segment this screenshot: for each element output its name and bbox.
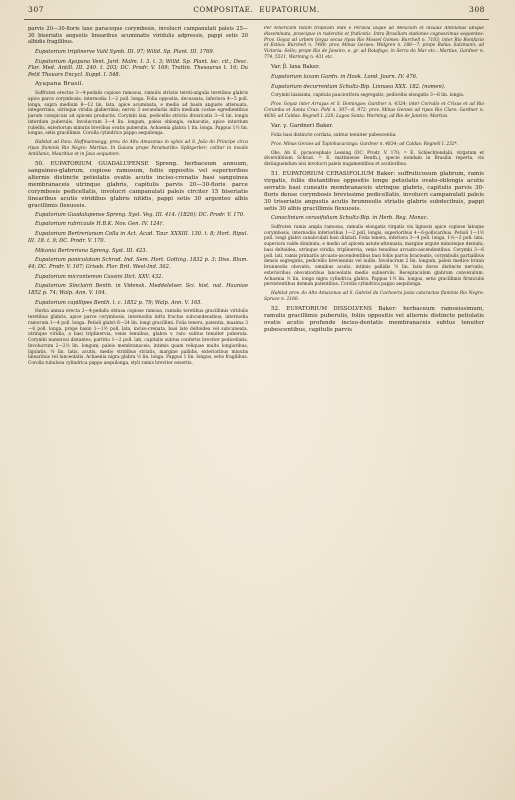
- synonym: Eupatorium rubricaule H.B.K. Nov. Gen. IV. 124†.: [35, 221, 164, 228]
- synonym: Eupatorium Ayapana Vent. Jard. Malm. I. 3. t. 3; Willd. Sp. Plant. loc. cit.; Desc. Flor. Med. Antill. III. 240. t. 203; DC. Prodr. V. 169; Trattin. Thesaurus t. 16; Du Petit Thouars Encycl. Suppl. I. 548.: [28, 58, 248, 78]
- synonym: Eupatorium paniculatum Schrad. Ind. Sem. Hort. Gotting. 1832 p. 3; Diss. Blum. 44; DC. Prodr. V. 167; Griseb. Flor. Brit. West-Ind. 362.: [28, 257, 248, 270]
- species-heading-51: 51. EUPATORIUM CERASIFOLIUM Baker: suffruticosum glabrum, ramis virgatis, foliis distantibus oppositis longe petiolatis ovato-oblongis acutis serratis basi cuneatis membranaceis utrinque glabris, capitulis parvis 30-floris dense corymbosis brevissime pedicellatis, involucri campanulati paleis 30 triseriatis angustis acutis brunneolis striatis glabris subdecibuis, pappi setis 30 albis gracillimis flexuosis.: [264, 171, 484, 213]
- running-title-right: EUPATORIUM.: [259, 5, 320, 14]
- left-page-number: 307: [28, 5, 44, 14]
- habitat: Habitat ad Para: Hoffmannsegg; prov. do Alto Amazonas in sylvis ad S. João do Principe circa ripas fluminis Rio Negro: Martius. In Guiana prope Paramaribo: Splitgerber; colitur in insulis Antillanis, Mauritius et in Java aequatore.: [28, 140, 248, 157]
- description: Suffrutex ramis ampla ramosus, ramulis elongatis virgatis vix lignosis apice copiose latoque corymbosis, internodiis inferioribus 1—2 poll. longis, superioribus 4—6-pollicaribus. Petioli 1—1½ poll. longi glabri canaliculati basi dilatati. Folia tenera, inferiora 3—4 poll. longa, 1½—2 poll. lata, superiora valde diminuta, e medio ad apicem astute-attenuata, margine argute minuteque dentata, basi deltoidea, utrinque viridia, triplinervia, venis tenuibus arcuato-ascendentibus. Corymbi 3—6 poll. lati, ramis primariis arcuato-ascendentibus basi foliis parvis bracteatis, corymbulis partialibus densis segregatis, pedicellis brevissimis vel nullis. Involucrum 2 lin. longum, paleis medice brunn brunneolis obovatis, omnibus acutis, intimis pallidis ½ lin. latis dorso distincte nervatis, exterioribus obovatioribus lanceolatis medio subnerviis. Receptaculum glabrum convexulum. Achaenia ½ lin. longa nigra cylindrica glabra. Pappus 1½ lin. longus, setis gracillimis firmiculis persistentibus demum patentibus. Corolla cylindrica pappo aequilonga.: [264, 224, 484, 288]
- continued-diagnosis: parvis 20—30-floris laxe paraceque corymbosis, involucri campanulati paleis 25—30 biseriatis angustis linearibus acuminatis viridulis adpressis, pappi setis 20 albidis fragilibus.: [28, 26, 248, 46]
- description: Corymbi laxissimi, capitula pauciorifora segregatis, pedicellis elongatis 3—6 lin. longis.: [271, 93, 465, 99]
- running-title-left: COMPOSITAE.: [193, 5, 254, 14]
- right-column: [264, 26, 484, 370]
- synonym: Eupatorium laxum Gardn. in Hook. Lond. Journ. IV. 476.: [271, 73, 418, 80]
- habitat: Prov. Goyaz inter Arrayas et S. Domingos: Gardner n. 4324; inter Corrallo et Crixas et ad Rio Corumba et Santa Cruz: Pohl n. 307—8, 972; prov. Minas Geraes ad ripas Rio Claro: Gardner n. 4836; ad Caldas: Regnell I. 228; Lagoa Santa: Warming; ad Rio de Janeiro: Martius.: [264, 102, 484, 119]
- page-header: [24, 0, 489, 20]
- species-heading-50: 50. EUPATORIUM GUADALUPENSE Spreng. herbaceum annuum, sanguineo-glabrum, copiose ramosum, foliis oppositis vel superioribus alternis distincte petiolatis ovatis acutis inciso-crenatis basi sanguinea membranaceis utrinque glabris, capitulis parvis 20—30-floris parce corymbosis pedicellatis, involucri campanulati paleis circiter 15 biseriatis linearibus acutis viridibus glabris nitidis, pappi setis 30 argenteo albis gracillimis flexuosis.: [28, 160, 248, 209]
- description: Herba annua erecta 2—4-pedalis obtusa copiose ramosa, ramulis teretibus gracillimis viridulis teretibus glabris, apice parce corymbosis, internodiis infra fructus subcandensibus; internodia ramorum 1—4 poll. longa. Petioli glabri 6—24 lin. longi gracillimi. Folia tenera, patentia, maxima 3—6 poll. longa, prope basin 1—1½ poll. lata, inciso-crenata, basi late deltoidea vel subcuneata, utrinque viridia, a basi triplinervia, venis tenuibus, glabra v. raro subtus tenuiter puberula. Corymbi numerosi distantes, partitio 1—2 poll. lati, capitulis subtus confertis breviter pedicellatis. Involucrum 2—2½ lin. longum, paleis membranaceis, intimis quam reliquae multo longioribus, ligulatis, ½ lin. latis, acutis, medio viridibus striatis, margine pallidis, exterioribus minutis linearibus vel lanceolatis. Achaenia nigra glabra ½ lin. longa. Pappus 1 lin. longus, setis fragilibus. Corolla tubulosa cylindrica pappo aequilonga, styli ramis breviter exsertis.: [28, 309, 248, 367]
- habitat: Habitat prov. do Alto Amazonas ad S. Gabriel da Cachoeira juxta cataractas fluminis Rio Negro: Spruce n. 2160.: [264, 291, 484, 302]
- synonym: Eupatorium Guadalupense Spreng. Syst. Veg. III. 414. (1826); DC. Prodr. V. 170.: [35, 211, 245, 218]
- variety-heading: Var. γ. Gardneri Baker.: [271, 122, 334, 129]
- habitat: Prov. Minas Geraes ad Tapinhacaranga: Gardner n. 4834; ad Caldas: Regnell I. 232*.: [271, 141, 459, 147]
- synonym: Mikania Bertreriana Spreng. Syst. III. 423.: [35, 247, 148, 254]
- variety-heading: Var. β. laxa Baker.: [271, 63, 320, 70]
- synonym: Eupatorium decurrentum Schultz-Bip. Linnaea XXX. 182. (nomen).: [271, 83, 446, 90]
- right-page-number: 308: [469, 5, 485, 14]
- synonym: Eupatorium Sinclairii Benth. in Vidensk. Meddelelser. Sci. hist. nat. Hauniae 1852 p. 74; Walp. Ann. V. 164.: [28, 283, 248, 296]
- left-column: [28, 26, 248, 370]
- text-columns: [28, 26, 485, 370]
- synonym: Conoclinium cerasifolium Schultz-Bip. in Herb. Reg. Monac.: [271, 215, 429, 222]
- synonym: Eupatorium micrantemon Cassini Dict. XXV. 432.: [35, 273, 164, 280]
- synonym: Eupatorium triplinerve Vahl Symb. III. 97; Willd. Sp. Plant. III. 1769.: [35, 48, 215, 55]
- distribution: Per Americam totam tropicam inde e Peruvia usque ad Mexicum et insulas Antillanas ubique disseminata, praecipue in ruderatis et fruticetis. Intra Brasiliam stationes cognoscimus sequentes: Prov. Goyaz ad urbem Goyaz secus ripas Rio Mossel Gomes: Burchell n. 7183; inter Rio Bonifacio et Estiva: Burchell n. 7480; prov. Minas Geraes: Widgren n. 186—7; prope Bahia: Salzmann; ad Victoria: Sello; prope Rio de Janeiro, e. gr. ad Botafogo, in Serra do Mar etc.: Martius, Gardner n. 774, 5511, Warming n. 431 etc.: [264, 26, 484, 60]
- description: Suffrutex erectus 3—4-pedalis copiose ramosus, ramulis striatis tereti-angulis teretibus glabris apice parce corymbosis; internodia 1—2 poll. longa. Folia opposita, decussata, inferiora 4—5 poll. longa, supra medium 8—12 lin. lata, apice acuminata, e medio ad basin anguste attenuata, integerrima, utrinque viridia glaberrima; nervis 3 secundariis infra medium costae egredientibus parum conspicuis ad apicem productis. Corymbi laxi, pedicellis strictis divaricatis 3—6 lin. longis interdum puberulis. Involucrum 3—4 lin. longum, paleis oblongis, subacutis, apice interdum rubellis, exteriorum minutis brevibus ovatis puberulis. Achaenia glabra 1 lin. longa. Pappus 1½ lin. longus, setis gracillimis. Corolla cylindrica pappo aequilonga.: [28, 91, 248, 137]
- synonym: Eupatorium Bertrerianum Colla in Act. Acad. Taur. XXXIII. 130. t. 8; Hort. Ripul. III. 18. t. 9; DC. Prodr. V. 170.: [28, 231, 248, 244]
- synonym: Eupatorium capillipes Benth. l. c. 1852 p. 79; Walp. Ann. V. 165.: [35, 299, 203, 306]
- species-heading-52: 52. EUPATORIUM DISSOLVENS Baker: herbaceum ramosissimum, ramulis gracillimis puberulis, foliis oppositis vel alternis distincte petiolatis ovatis acutis profunde inciso-dentatis membranaceis subtus tenuiter pubescentibus, capitulis parvis: [264, 305, 484, 333]
- description: Folia basi distincte cordata, subtus tenuiter pubescentia.: [271, 132, 397, 138]
- observation: Obs. Ab E. pycnocephalo Lessing (DC. Prodr. V. 170; = E. Schlechtendalii, virgatum et diversifolium Schrad. = E. mattinense Benth.), specie nondum in Brasilia reperta, vix distinguendum nisi involucri paleis nugamentibus et acutioribus.: [264, 150, 484, 168]
- vernacular-name: Ayapana Brasil.: [35, 81, 84, 88]
